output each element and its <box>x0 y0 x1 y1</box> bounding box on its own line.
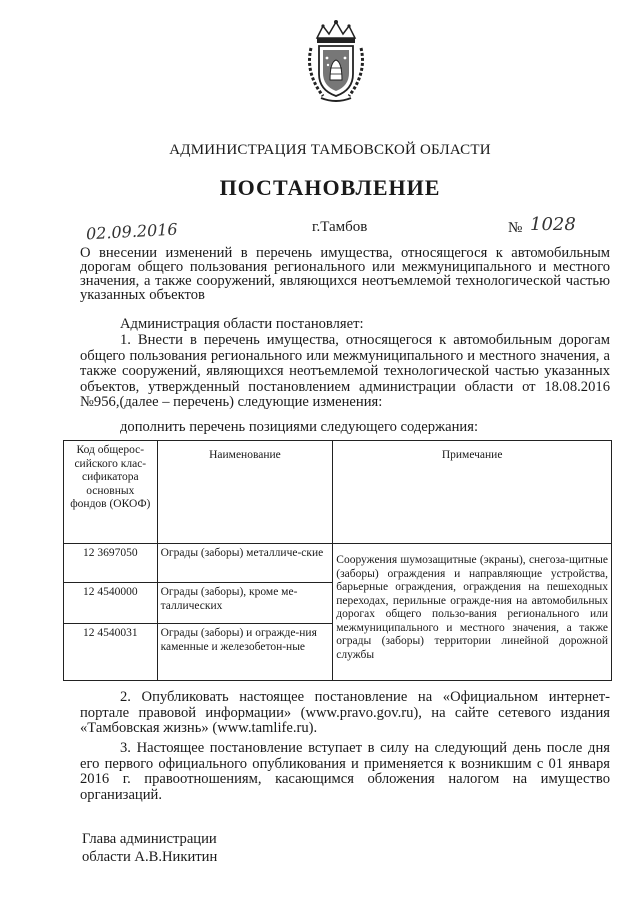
table-cell-code: 12 3697050 <box>64 544 158 583</box>
table-cell-note: Сооружения шумозащитные (экраны), снегоза-щитные (заборы) ограждения и направляющие устройства, барьерные ограждения, ограждения на пешеходных переходах, перильные огражде-ния на автомобильных дорогах общего пользо-вания регионального или межмуниципального и местного значения, а также ограды (заборы) территории линейной дорожной службы <box>333 544 612 681</box>
item-1-paragraph: 1. Внести в перечень имущества, относящегося к автомобильным дорогам общего пользования регионального или межмуниципального и местного значения, а также сооружений, являющихся неотъемлемой технологической частью указанных объектов, утвержденный постановлением администрации области от 18.08.2016 №956,(далее – перечень) следующие изменения: <box>80 332 610 410</box>
table-header-note: Примечание <box>333 441 612 544</box>
preamble-paragraph: Администрация области постановляет: <box>120 316 364 332</box>
organization-title: АДМИНИСТРАЦИЯ ТАМБОВСКОЙ ОБЛАСТИ <box>169 142 491 158</box>
table-cell-name: Ограды (заборы) и огражде-ния каменные и железобетон-ные <box>157 624 333 681</box>
table-cell-code: 12 4540000 <box>64 583 158 624</box>
document-date: 02.09.2016 <box>85 219 179 244</box>
coat-of-arms-emblem <box>303 18 369 104</box>
item-2-paragraph: 2. Опубликовать настоящее постановление на «Официальном интернет-портале правовой информации» (www.pravo.gov.ru), на сайте сетевого издания «Тамбовская жизнь» (www.tamlife.ru). <box>80 689 610 736</box>
document-type-title: ПОСТАНОВЛЕНИЕ <box>219 175 441 200</box>
table-cell-name: Ограды (заборы), кроме ме-таллических <box>157 583 333 624</box>
document-number-label: № <box>508 220 523 236</box>
item-3-paragraph: 3. Настоящее постановление вступает в силу на следующий день после дня его первого официального опубликования и применяется к возникшим с 01 января 2016 г. правоотношениям, касающимся обложения налогом на имущество организаций. <box>80 740 610 803</box>
item-1-subparagraph: дополнить перечень позициями следующего содержания: <box>120 419 479 435</box>
table-row <box>64 544 612 583</box>
positions-table <box>63 440 612 681</box>
document-number: 1028 <box>530 214 576 235</box>
signature-position: Глава администрации <box>82 831 217 847</box>
document-city: г.Тамбов <box>312 219 368 235</box>
signature-block <box>82 830 217 866</box>
signature-name: области А.В.Никитин <box>82 849 218 865</box>
table-cell-name: Ограды (заборы) металличе-ские <box>157 544 333 583</box>
document-subject: О внесении изменений в перечень имущества, относящегося к автомобильным дорогам общего пользования регионального или межмуниципального и местного значения, а также сооружений, являющихся неотъемлемой технологической частью указанных объектов <box>80 245 610 303</box>
table-header-code: Код общерос-сийского клас-сификатора основных фондов (ОКОФ) <box>64 441 158 544</box>
table-cell-code: 12 4540031 <box>64 624 158 681</box>
table-header-name: Наименование <box>157 441 333 544</box>
table-header-row <box>64 441 612 544</box>
